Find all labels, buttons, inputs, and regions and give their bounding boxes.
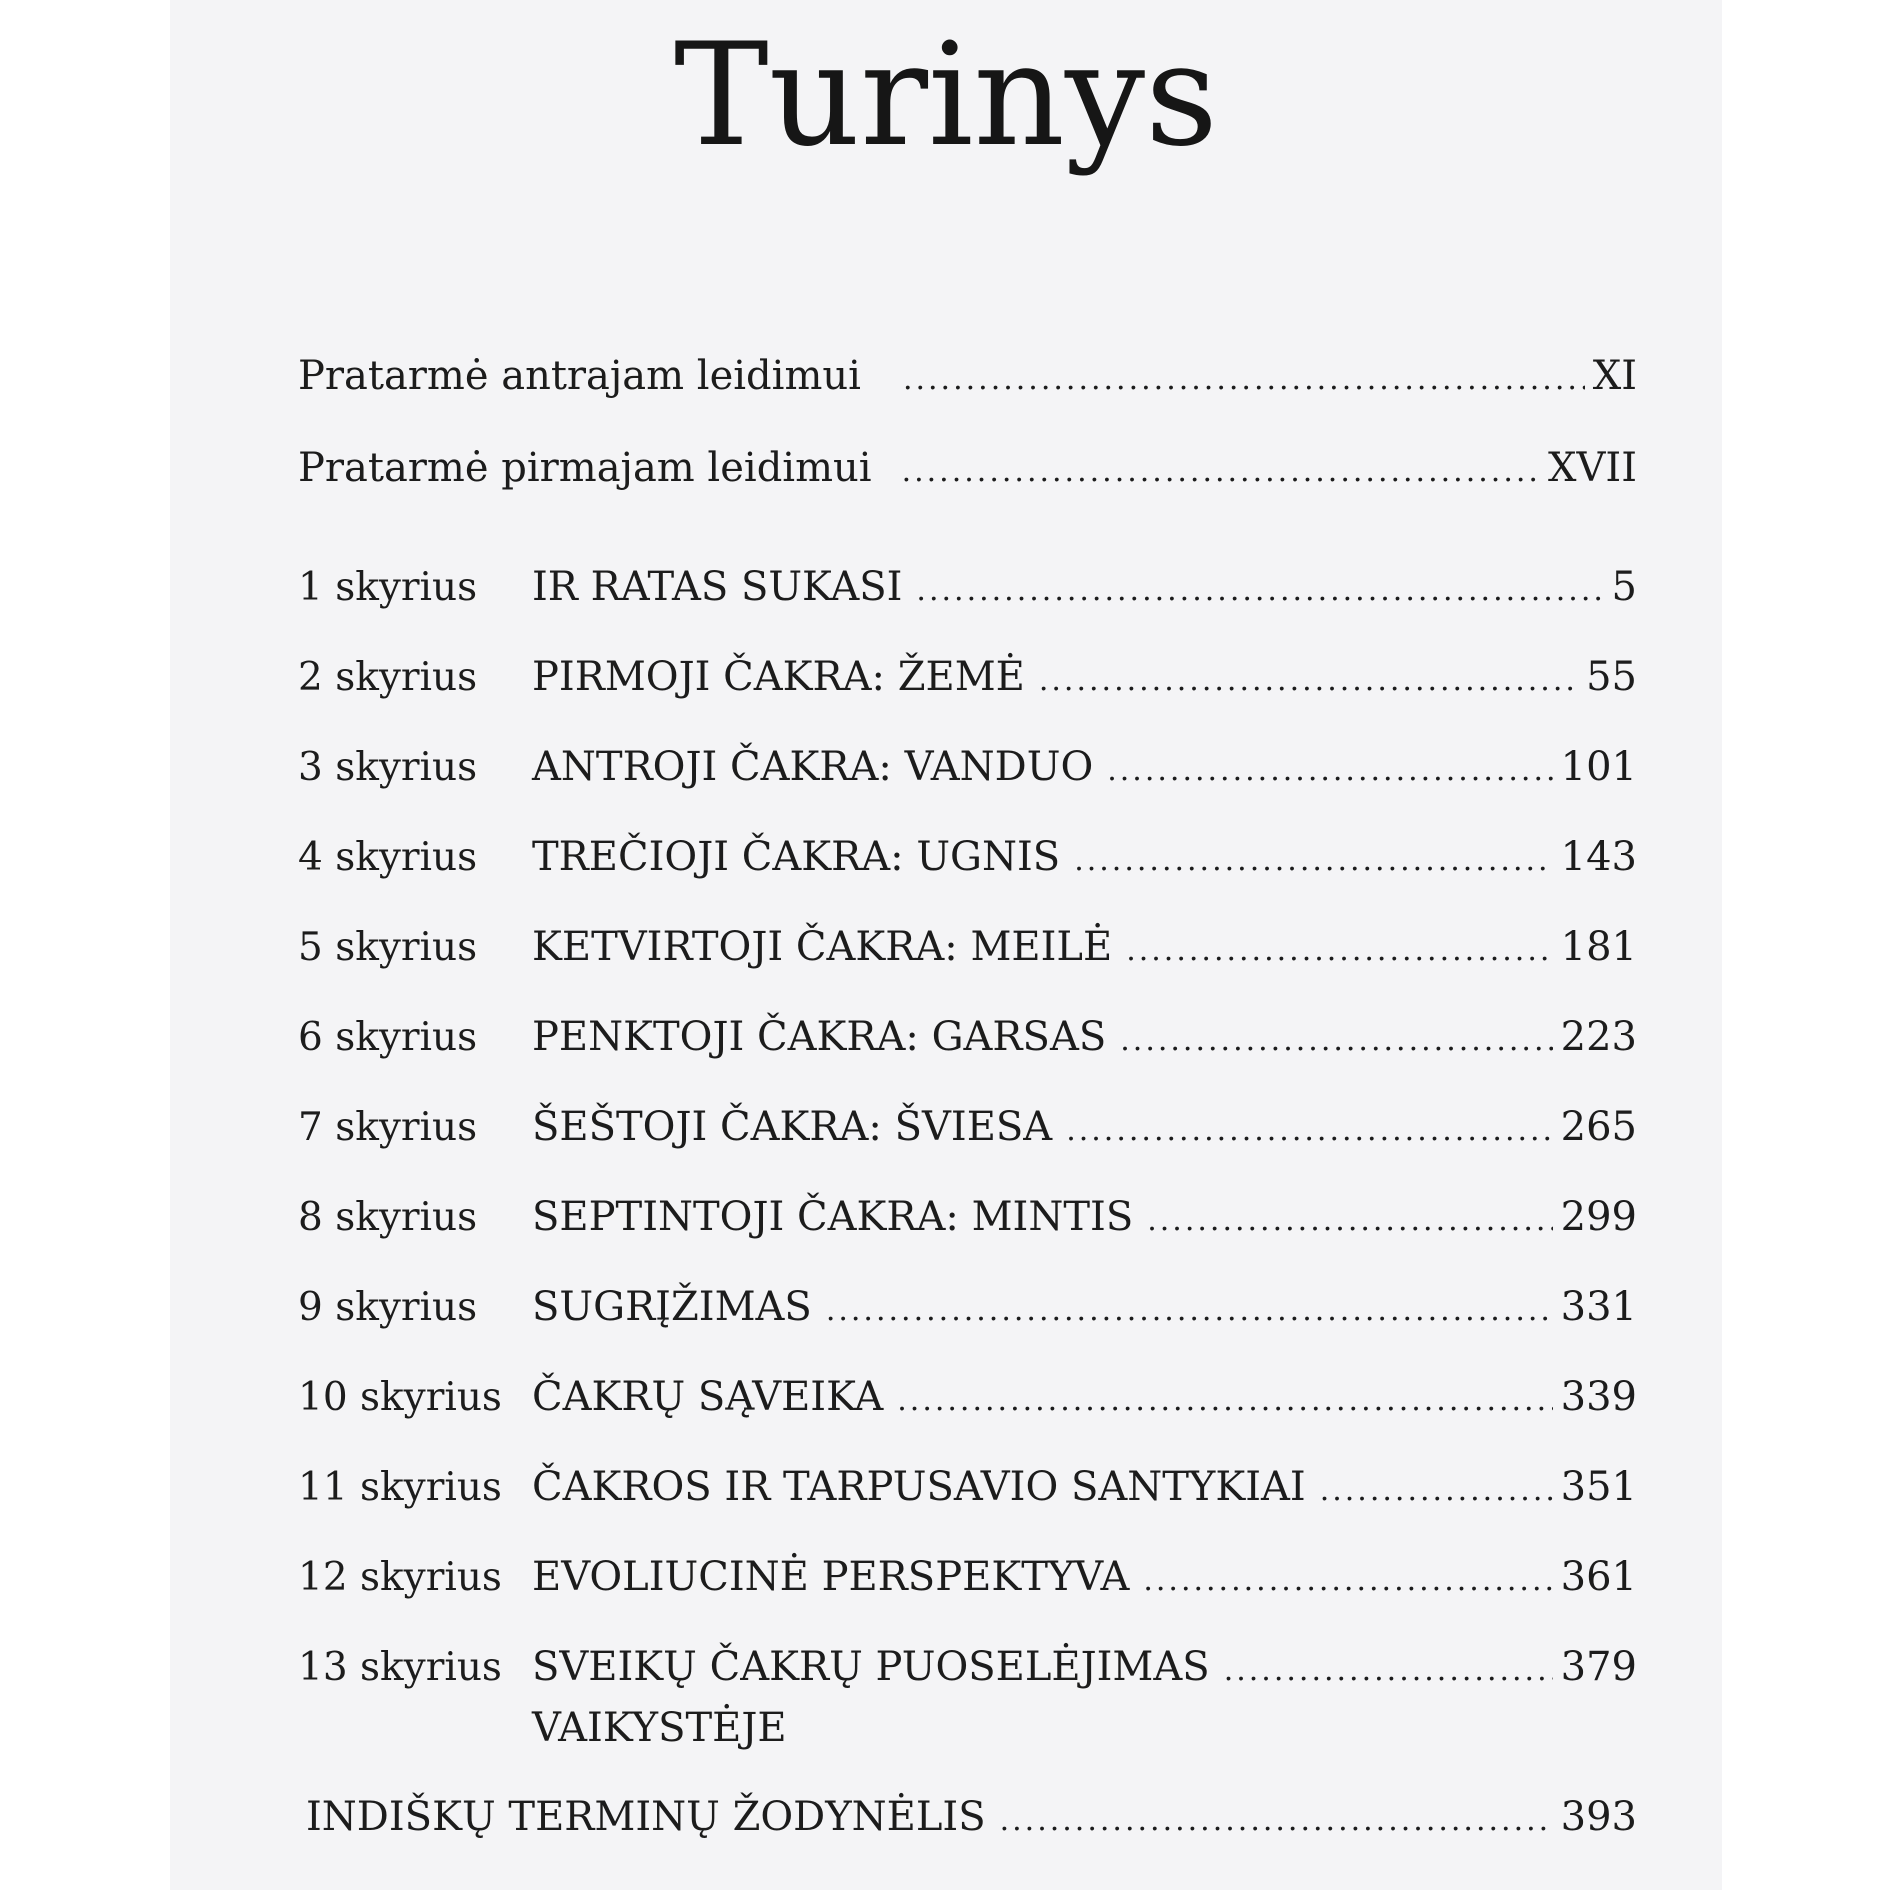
- chapter-label: 7 skyrius: [298, 1105, 478, 1150]
- toc-entry-chapter: [298, 1644, 1637, 1690]
- leader-dots: [1107, 756, 1552, 786]
- leader-dots: [902, 457, 1540, 487]
- leader-dots: [916, 576, 1603, 606]
- chapter-title: ŠEŠTOJI ČAKRA: ŠVIESA: [532, 1104, 1053, 1150]
- page-number: 55: [1586, 654, 1637, 700]
- chapter-label: 8 skyrius: [298, 1195, 478, 1240]
- toc-entry-chapter: [298, 1374, 1637, 1420]
- preface-title: Pratarmė pirmajam leidimui: [298, 445, 872, 491]
- page-number: XI: [1592, 353, 1637, 399]
- page-number: 339: [1560, 1374, 1637, 1420]
- leader-dots: [1066, 1116, 1552, 1146]
- leader-dots: [1224, 1656, 1553, 1686]
- page-number: 265: [1560, 1104, 1637, 1150]
- leader-dots: [1147, 1206, 1552, 1236]
- toc-entry-chapter: [298, 744, 1637, 790]
- chapter-title: SVEIKŲ ČAKRŲ PUOSELĖJIMAS: [532, 1644, 1210, 1690]
- page-number: XVII: [1548, 445, 1637, 491]
- leader-dots: [1126, 936, 1552, 966]
- chapter-label: 2 skyrius: [298, 655, 478, 700]
- page-number: 5: [1611, 564, 1637, 610]
- page-title: Turinys: [673, 13, 1218, 178]
- chapter-title: ANTROJI ČAKRA: VANDUO: [532, 744, 1094, 790]
- chapter-title: ČAKROS IR TARPUSAVIO SANTYKIAI: [532, 1464, 1306, 1510]
- chapter-label: 4 skyrius: [298, 835, 478, 880]
- chapter-title: EVOLIUCINĖ PERSPEKTYVA: [532, 1554, 1130, 1600]
- leader-dots: [1120, 1026, 1552, 1056]
- page-number: 223: [1560, 1014, 1637, 1060]
- chapter-title: PIRMOJI ČAKRA: ŽEMĖ: [532, 654, 1025, 700]
- page-number: 379: [1560, 1644, 1637, 1690]
- chapter-label: 9 skyrius: [298, 1285, 478, 1330]
- glossary-title: INDIŠKŲ TERMINŲ ŽODYNĖLIS: [306, 1794, 986, 1840]
- leader-dots: [897, 1386, 1552, 1416]
- chapter-title: ČAKRŲ SĄVEIKA: [532, 1374, 884, 1420]
- leader-dots: [1039, 666, 1578, 696]
- chapter-label: 1 skyrius: [298, 565, 478, 610]
- chapter-label: 12 skyrius: [298, 1555, 502, 1600]
- toc-entry-chapter: [298, 1104, 1637, 1150]
- toc-entry-chapter: [298, 564, 1637, 610]
- toc-entry-chapter: [298, 834, 1637, 880]
- toc-entry-chapter: [298, 1284, 1637, 1330]
- preface-title: Pratarmė antrajam leidimui: [298, 353, 861, 399]
- toc-entry-chapter: [298, 654, 1637, 700]
- toc-entry-glossary: [306, 1794, 1637, 1840]
- toc-entry-preface-2: [298, 353, 1637, 399]
- leader-dots: [903, 365, 1585, 395]
- chapter-label: 6 skyrius: [298, 1015, 478, 1060]
- chapter-label: 13 skyrius: [298, 1645, 502, 1690]
- page-number: 361: [1560, 1554, 1637, 1600]
- leader-dots: [826, 1296, 1553, 1326]
- page-number: 181: [1560, 924, 1637, 970]
- page-number: 331: [1560, 1284, 1637, 1330]
- toc-entry-chapter: [298, 1464, 1637, 1510]
- leader-dots: [1143, 1566, 1552, 1596]
- chapter-title: KETVIRTOJI ČAKRA: MEILĖ: [532, 924, 1113, 970]
- page-number: 143: [1560, 834, 1637, 880]
- chapter-title: SUGRĮŽIMAS: [532, 1284, 812, 1330]
- page-number: 393: [1560, 1794, 1637, 1840]
- chapter-title: IR RATAS SUKASI: [532, 564, 903, 610]
- toc-entry-chapter: [298, 924, 1637, 970]
- leader-dots: [1000, 1806, 1553, 1836]
- leader-dots: [1320, 1476, 1553, 1506]
- chapter-label: 10 skyrius: [298, 1375, 502, 1420]
- chapter-title: SEPTINTOJI ČAKRA: MINTIS: [532, 1194, 1134, 1240]
- chapter-title: PENKTOJI ČAKRA: GARSAS: [532, 1014, 1107, 1060]
- toc-entry-chapter: [298, 1554, 1637, 1600]
- page-number: 101: [1560, 744, 1637, 790]
- chapter-title: TREČIOJI ČAKRA: UGNIS: [532, 834, 1061, 880]
- chapter-label: 11 skyrius: [298, 1465, 502, 1510]
- chapter-label: 3 skyrius: [298, 745, 478, 790]
- toc-entry-chapter: [298, 1194, 1637, 1240]
- page-number: 351: [1560, 1464, 1637, 1510]
- toc-entry-chapter: [298, 1014, 1637, 1060]
- chapter-title-continuation: VAIKYSTĖJE: [532, 1705, 787, 1751]
- book-page: [170, 0, 1722, 1890]
- toc-entry-preface-1: [298, 445, 1637, 491]
- chapter-label: 5 skyrius: [298, 925, 478, 970]
- page-number: 299: [1560, 1194, 1637, 1240]
- leader-dots: [1074, 846, 1552, 876]
